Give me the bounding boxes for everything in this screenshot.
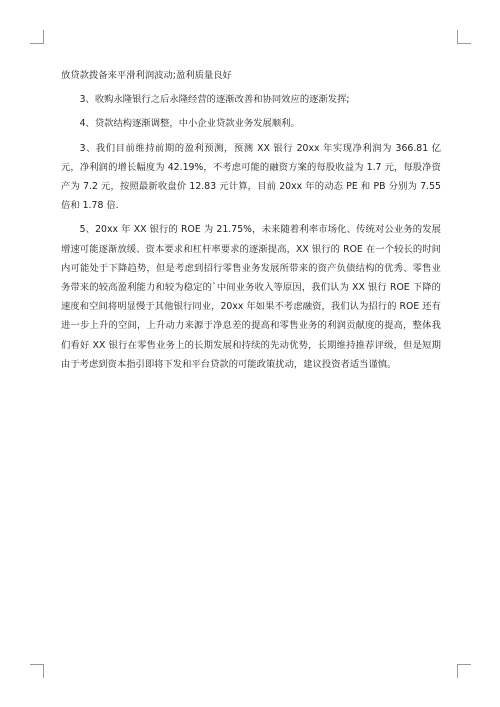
crop-mark-bottom-right: [457, 664, 471, 678]
crop-mark-bottom-left: [30, 664, 44, 678]
paragraph-item-4-loan-structure: 4、贷款结构逐渐调整，中小企业贷款业务发展顺利。: [79, 118, 300, 130]
paragraph-continuation: 放贷款拨备来平滑利润波动;盈利质量良好: [61, 70, 232, 81]
paragraph-item-3-acquisition: 3、收购永隆银行之后永隆经营的逐渐改善和协同效应的逐渐发挥;: [79, 94, 350, 106]
document-body: [61, 66, 441, 379]
crop-mark-top-right: [457, 30, 471, 44]
crop-mark-top-left: [30, 30, 44, 44]
paragraph-roe-analysis: 5、20xx 年 XX 银行的 ROE 为 21.75%，未来随着利率市场化、传统对公业务的发展增速可能逐渐放缓、资本要求和杠杆率要求的逐渐提高，XX 银行的 ROE 在一个较长的时间内可能处于下降趋势，但是考虑到招行零售业务发展所带来的资产负债结构的优秀、零售业务带来的较高盈利能力和较为稳定的`中间业务收入等原因，我们认为 XX 银行 ROE 下降的速度和空间将明显慢于其他银行同业，20xx 年如果不考虑融资，我们认为招行的 ROE 还有进一步上升的空间，上升动力来源于净息差的提高和零售业务的利润贡献度的提高，整体我们看好 XX 银行在零售业务上的长期发展和持续的先动优势，长期维持推荐评级，但是短期由于考虑到资本指引即将下发和平台贷款的可能政策扰动，建议投资者适当谨慎。: [61, 224, 441, 370]
paragraph-earnings-forecast: 3、我们目前维持前期的盈利预测，预测 XX 银行 20xx 年实现净利润为 366.81 亿元，净利润的增长幅度为 42.19%，不考虑可能的融资方案的每股收益为 1.7 元，每股净资产为 7.2 元，按照最新收盘价 12.83 元计算，目前 20xx 年的动态 PE 和 PB 分别为 7.55 倍和 1.78 倍.: [61, 142, 441, 212]
